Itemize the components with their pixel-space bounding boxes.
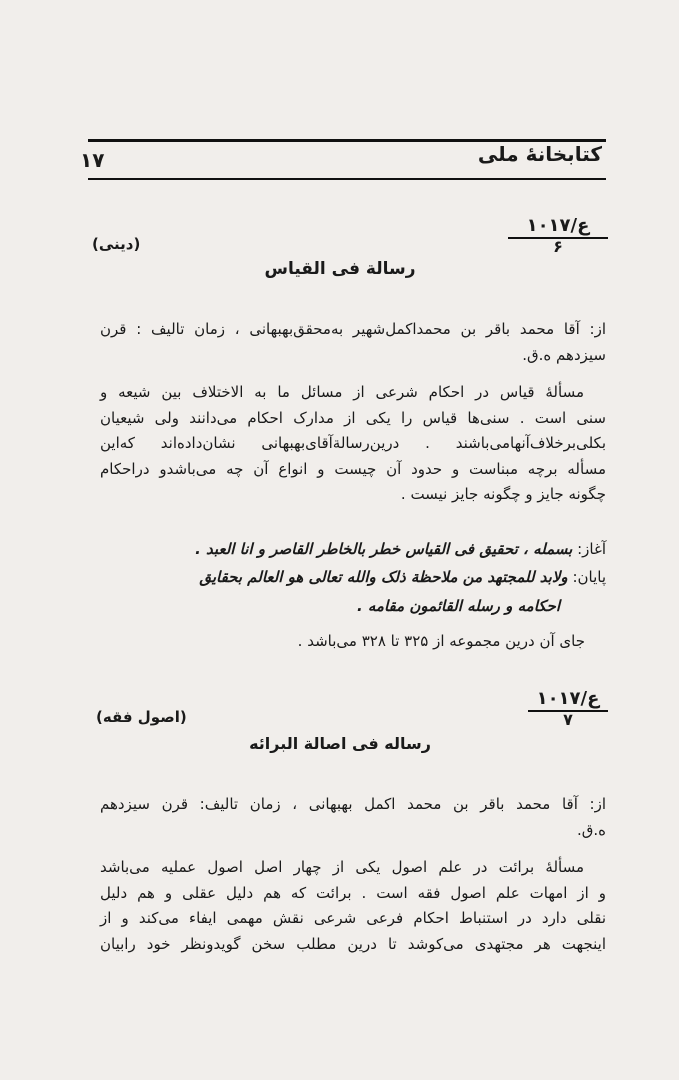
library-name: کتابخانهٔ ملی <box>477 142 602 166</box>
description-line: بکلی‌برخلاف‌آنهامی‌باشند . درین‌رسالةآقای‌بهبهانی نشان‌داده‌اند که‌این <box>100 434 606 452</box>
author-line: از: آقا محمد باقر بن محمداکمل‌شهیر به‌محقق‌بهبهانی ، زمان تالیف : قرن <box>100 320 606 338</box>
description-line: نقلی دارد در استنباط احکام فرعی شرعی نقش مهمی ایفاء می‌کند و از <box>100 909 606 927</box>
description-line: اینجهت هر مجتهدی می‌کوشد تا درین مطلب سخن گویدونظر خود رابیان <box>100 934 606 953</box>
description-line: مسألهٔ برائت در علم اصول یکی از چهار اصل اصول عملیه می‌باشد <box>100 858 584 876</box>
end-text-1-cont: احکامه و رسله القائمون مقامه . <box>356 597 560 615</box>
author-info-2 <box>100 792 606 843</box>
end-label: پایان: <box>572 568 606 586</box>
author-line: سیزدهم ه.ق. <box>522 345 606 364</box>
catalog-number-2 <box>528 688 608 728</box>
start-text-1 <box>100 540 606 558</box>
author-line: از: آقا محمد باقر بن محمد اکمل بهبهانی ، زمان تالیف: قرن سیزدهم <box>100 795 606 813</box>
header-bottom-rule <box>88 178 606 180</box>
start-label: آغاز: <box>577 540 606 558</box>
description-line: مسألهٔ قیاس در احکام شرعی از مسائل ما به الاختلاف بین شیعه و <box>100 383 584 401</box>
description-2 <box>100 855 606 957</box>
author-line: ه.ق. <box>576 820 606 839</box>
item-number-1: ۶ <box>553 237 563 256</box>
item-number-2: ۷ <box>563 710 573 729</box>
entry-title-2: رساله فی اصالة البرائه <box>249 734 431 753</box>
description-line: سنی است . سنی‌ها قیاس را یکی از مدارک احکام می‌دانند ولی شیعیان <box>100 408 606 427</box>
description-line: مسأله برچه مبناست و حدود آن چیست و انواع آن چه می‌باشدو دراحکام <box>100 459 606 478</box>
category-label-2: (اصول فقه) <box>96 708 187 726</box>
description-line: و از امهات علم اصول فقه است . برائت که هم دلیل عقلی و هم دلیل <box>100 883 606 902</box>
location-1: جای آن درین مجموعه از ۳۲۵ تا ۳۲۸ می‌باشد . <box>297 632 585 650</box>
description-1 <box>100 380 606 508</box>
end-text-1 <box>100 568 606 586</box>
start-content: بسمله ، تحقیق فی القیاس خطر بالخاطر القاصر و انا العبد . <box>195 540 573 558</box>
end-content: ولابد للمجتهد من ملاحظة ذلک والله تعالی هو العالم بحقایق <box>199 568 568 586</box>
catalog-code-2: ع/۱۰۱۷ <box>528 688 608 712</box>
author-info-1 <box>100 317 606 368</box>
category-label-1: (دینی) <box>92 235 141 253</box>
description-line: چگونه جایز و چگونه جایز نیست . <box>400 485 606 503</box>
entry-title-1: رسالة فی القیاس <box>264 259 416 279</box>
page-number: ۱۷ <box>80 148 105 172</box>
catalog-code-1: ع/۱۰۱۷ <box>508 215 608 239</box>
catalog-number-1 <box>508 215 608 255</box>
